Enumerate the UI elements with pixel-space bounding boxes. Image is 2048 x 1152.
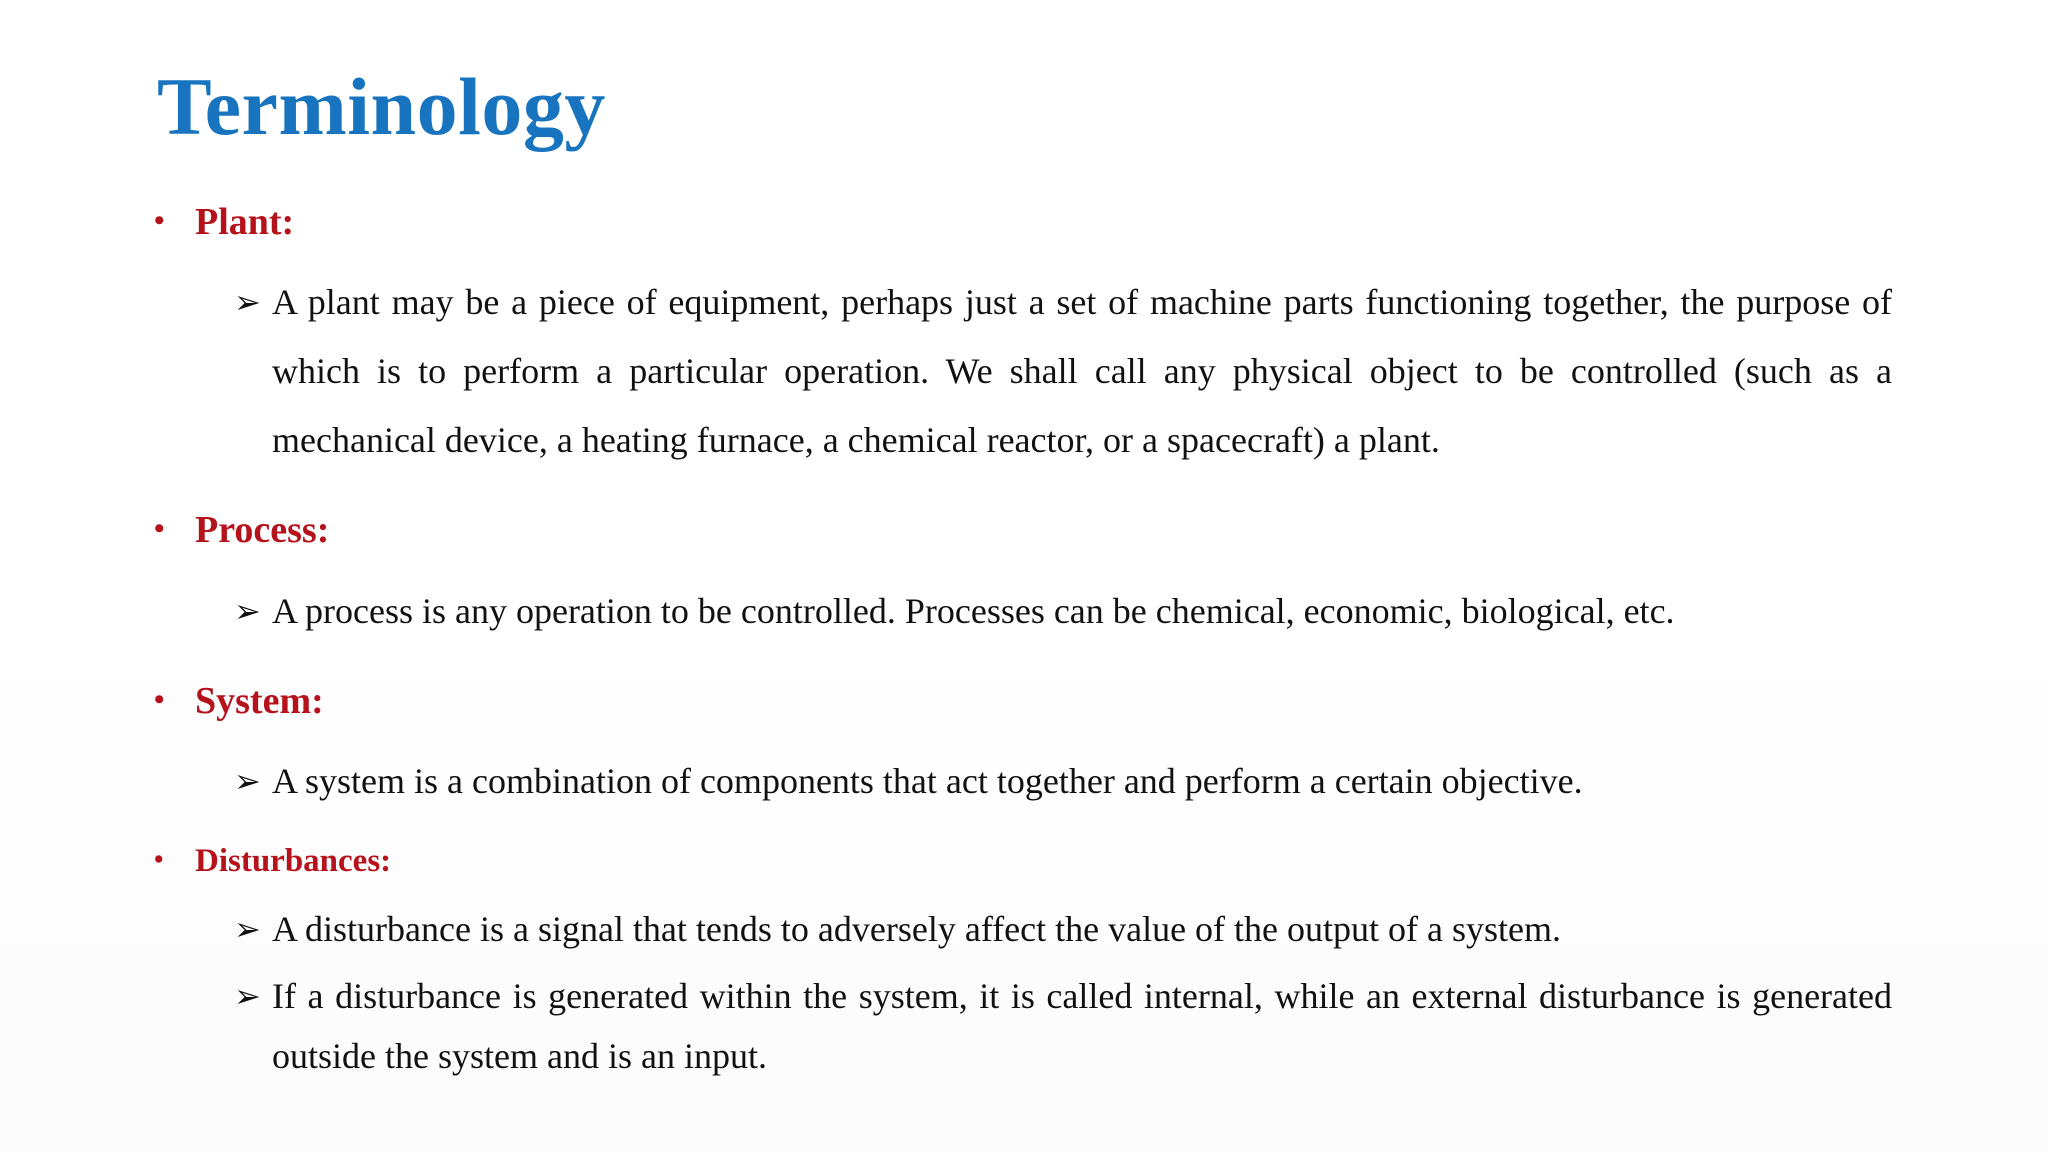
list-item [236, 966, 1892, 1086]
bullet-icon: • [154, 683, 165, 716]
heading-label: System: [195, 680, 324, 722]
bullet-icon: • [154, 844, 164, 874]
heading-label: Process: [195, 509, 330, 551]
item-text: A system is a combination of components that act together and perform a certain objective. [272, 761, 1583, 801]
arrow-bullet-icon: ➢ [234, 762, 261, 800]
section-heading-plant [154, 202, 294, 244]
arrow-bullet-icon: ➢ [234, 977, 261, 1015]
bullet-icon: • [154, 512, 165, 545]
item-text: A process is any operation to be controlled. Processes can be chemical, economic, biological, etc. [272, 591, 1675, 631]
section-heading-disturbances [154, 843, 391, 879]
arrow-bullet-icon: ➢ [234, 283, 261, 321]
section-heading-system [154, 681, 324, 723]
item-text: A plant may be a piece of equipment, perhaps just a set of machine parts functioning together, the purpose of which is to perform a particular operation. We shall call any physical object to be controlled (such as a mechanical device, a heating furnace, a chemical reactor, or a spacecraft) a plant. [272, 282, 1892, 460]
heading-label: Plant: [195, 201, 295, 243]
slide-title: Terminology [157, 61, 606, 152]
list-item [236, 577, 1892, 646]
list-item [236, 747, 1892, 816]
section-heading-process [154, 510, 329, 552]
list-item [236, 268, 1892, 475]
item-text: A disturbance is a signal that tends to adversely affect the value of the output of a system. [272, 909, 1561, 949]
bullet-icon: • [154, 204, 165, 237]
arrow-bullet-icon: ➢ [234, 592, 261, 630]
heading-label: Disturbances: [195, 843, 392, 879]
arrow-bullet-icon: ➢ [234, 910, 261, 948]
item-text: If a disturbance is generated within the system, it is called internal, while an external disturbance is generated outside the system and is an input. [272, 976, 1892, 1076]
list-item [236, 895, 1892, 964]
